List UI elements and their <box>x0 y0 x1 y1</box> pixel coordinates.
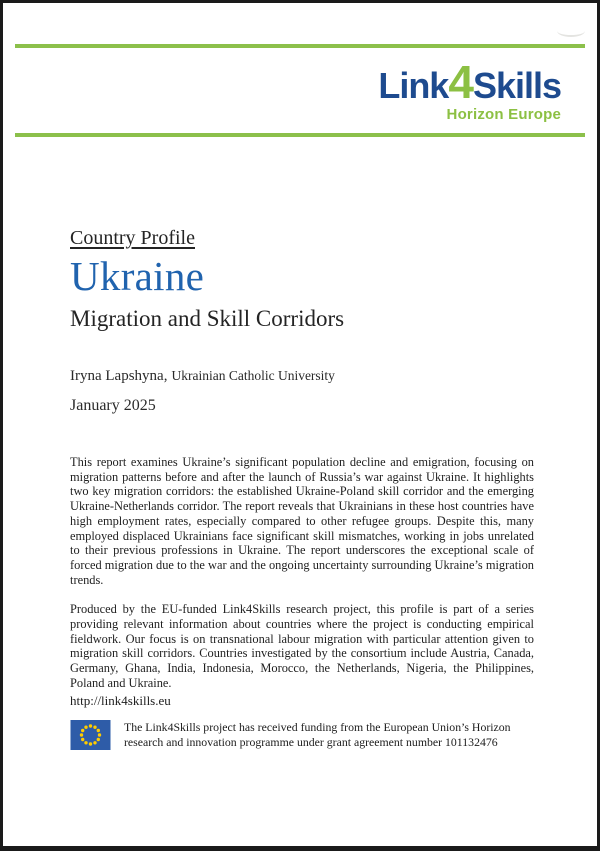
funding-note: The Link4Skills project has received funding from the European Union’s Horizon research and innovation programme under grant agreement number 101132476 <box>124 720 511 749</box>
logo-part-4: 4 <box>448 56 473 108</box>
page-title: Ukraine <box>70 253 205 299</box>
header-divider <box>15 133 585 137</box>
page-curl-mark <box>557 25 585 37</box>
eu-flag-icon <box>70 720 111 750</box>
author-line <box>70 368 335 385</box>
link4skills-logo <box>378 56 561 123</box>
project-description-paragraph: Produced by the EU-funded Link4Skills research project, this profile is part of a series providing relevant information about countries where the project is conducting empirical fieldwork. Our focus is on transnational labour migration with particular attention given to migration skill corridors. Countries investigated by the consortium include Austria, Canada, Germany, Ghana, India, Indonesia, Morocco, the Netherlands, Nigeria, the Philippines, Poland and Ukraine. <box>70 602 534 690</box>
top-divider <box>15 44 585 48</box>
author-affiliation: Ukrainian Catholic University <box>171 368 335 383</box>
publication-date: January 2025 <box>70 397 156 414</box>
country-profile-label: Country Profile <box>70 227 195 249</box>
abstract-paragraph: This report examines Ukraine’s significant population decline and emigration, focusing on migration patterns before and after the launch of Russia’s war against Ukraine. It highlights two key migration corridors: the established Ukraine-Poland skill corridor and the emerging Ukraine-Netherlands corridor. The report reveals that Ukrainians in these host countries have high employment rates, especially compared to other refugee groups. Despite this, many employed displaced Ukrainians face significant skill mismatches, working in jobs unrelated to their previous professions in Ukraine. The report underscores the exceptional scale of forced migration due to the war and the ongoing uncertainty surrounding Ukraine’s migration trends. <box>70 455 534 587</box>
page-subtitle: Migration and Skill Corridors <box>70 306 345 331</box>
logo-part-skills: Skills <box>472 65 561 106</box>
funding-footer <box>70 720 540 750</box>
logo-subtitle: Horizon Europe <box>446 106 561 123</box>
project-website-link[interactable]: http://link4skills.eu <box>70 693 171 708</box>
logo-wordmark <box>378 56 561 108</box>
abstract-section <box>70 455 534 706</box>
logo-part-link: Link <box>378 65 449 106</box>
author-name: Iryna Lapshyna, <box>70 368 168 384</box>
